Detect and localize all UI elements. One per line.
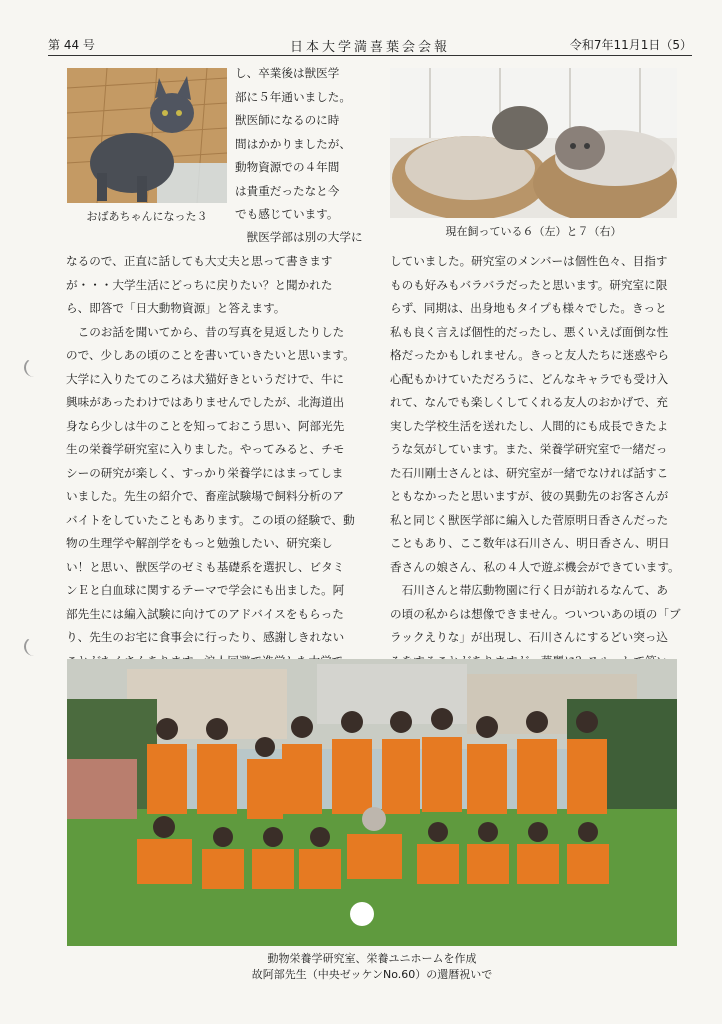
text-line: なるので、正直に話しても大丈夫と思って書きます [66,254,333,268]
group-caption-line1: 動物栄養学研究室、栄養ユニホームを作成 [267,952,477,965]
text-line: ともなかったと思いますが、彼の異動先のお客さんが [390,489,669,503]
text-line: 石川さんと帯広動物園に行く日が訪れるなんて、あ [390,583,669,597]
issue-number: 第 44 号 [48,38,95,52]
text-line: ンＥと白血球に関するテーマで学会にも出ました。阿 [66,583,345,597]
text-line: 私と同じく獣医学部に編入した菅原明日香さんだった [390,512,669,527]
text-line: いました。先生の紹介で、畜産試験場で飼料分析のア [66,489,345,503]
newsletter-title: 日本大学満喜葉会会報 [289,40,450,55]
text-line: 部先生には編入試験に向けてのアドバイスをもらった [66,606,344,621]
text-line: 生の栄養学研究室に入りました。やってみると、チモ [66,442,345,456]
caption-cats-6-7: 現在飼っている６（左）と７（右） [445,225,622,238]
col1-top-last-line: 獣医学部は別の大学に [235,230,363,244]
text-line: た石川剛士さんとは、研究室が一緒でなければ話すこ [390,465,669,480]
group-photo [67,659,677,946]
punch-hole [24,637,44,656]
text-line: でも感じています。 [235,207,339,221]
caption-cat-3: おばあちゃんになった３ [86,210,208,223]
text-line: ので、少しあの頃のことを書いていきたいと思います。 [66,348,355,362]
group-caption-line2: 故阿部先生（中央ゼッケンNo.60）の還暦祝いで [251,968,493,981]
text-line: 獣医師になるのに時 [235,113,340,127]
group-caption [67,951,677,983]
text-line: バイトをしていたこともあります。この頃の経験で、動 [66,512,355,527]
text-line: 大学に入りたてのころは犬猫好きというだけで、牛に [66,371,345,386]
text-line: い！と思い、獣医学のゼミも基礎系を選択し、ビタミ [66,559,345,574]
text-line: ら、即答で「日大動物資源」と答えます。 [66,301,286,315]
cats-photo-6-7 [390,68,677,218]
text-line: こともあり、ここ数年は石川さん、明日香さん、明日 [390,536,670,550]
header-rule [48,55,692,56]
punch-hole [24,358,44,377]
cat-photo-3 [67,68,227,203]
text-line: 部に５年通いました。 [235,89,351,104]
page-header [48,36,692,56]
text-line: 間はかかりましたが、 [235,136,351,151]
text-line: が・・・大学生活にどっちに戻りたい？と聞かれた [66,277,333,292]
text-line: 物の生理学や解剖学をもっと勉強したい、研究楽し [66,536,333,550]
text-line: は貴重だったなと今 [235,183,340,198]
text-line: 実した学校生活を送れたし、人間的にも成長できたよ [390,418,669,433]
text-line: うな気がしています。また、栄養学研究室で一緒だっ [390,442,668,456]
text-line: 興味があったわけではありませんでしたが、北海道出 [66,395,345,409]
text-line: し、卒業後は獣医学 [235,66,340,80]
col1-body [66,250,378,720]
text-line: 香さんの娘さん、私の４人で遊ぶ機会ができています。 [390,559,680,574]
text-line: らず、同期は、出身地もタイプも様々でした。きっと [390,301,667,315]
text-line: ものも好みもバラバラだったと思います。研究室に限 [390,277,668,292]
text-line: り、先生のお宅に食事会に行ったり、感謝しきれない [66,630,345,644]
text-line: シーの研究が楽しく、すっかり栄養学にはまってしま [66,465,344,480]
text-line: 私も良く言えば個性的だったし、悪くいえば面倒な性 [390,324,669,339]
text-line: このお話を聞いてから、昔の写真を見返したりした [66,324,345,339]
text-line: 心配もかけていただろうに、どんなキャラでも受け入 [390,371,669,386]
text-line: 格だったかもしれません。きっと友人たちに迷惑やら [390,348,669,362]
text-line: 動物資源での４年間 [235,160,340,174]
text-line: ラックえりな」が出現し、石川さんにするどい突っ込 [390,630,669,644]
text-line: していました。研究室のメンバーは個性色々、目指す [390,254,668,268]
text-line: 身なら少しは牛のことを知っておこう思い、阿部光先 [66,418,345,433]
text-line: れて、なんでも楽しくしてくれる友人のおかげで、充 [390,395,668,409]
col2-body [390,250,682,697]
text-line: の頃の私からは想像できません。ついついあの頃の「ブ [390,606,681,621]
issue-date: 令和7年11月1日（5） [569,38,692,52]
col1-top-text [235,62,373,227]
